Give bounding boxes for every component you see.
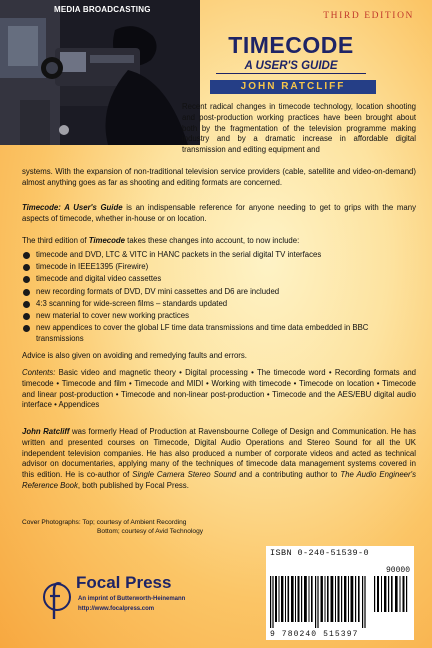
bio-book-1: Single Camera Stereo Sound — [132, 470, 237, 480]
bio-text-1: was formerly Head of Production at Ravensbourne College of Design and Communication. He has written and presented courses on Timecode, Digital Audio Operations and Stereo Sound for all the UK independent television companies. He has also produced a number of corporate videos and acted as technical advisor on documentaries, applying many of the techniques of timecode data management systems covered in this edition. He is co-author of — [22, 427, 416, 480]
list-item — [22, 299, 416, 310]
barcode-bars — [270, 576, 368, 628]
cover-photo — [0, 0, 200, 145]
list-item-text: timecode and digital video cassettes — [36, 274, 162, 284]
contents-label: Contents: — [22, 368, 56, 377]
isbn-number: ISBN 0-240-51539-0 — [270, 548, 370, 558]
bio-name: John Ratcliff — [22, 427, 70, 436]
list-item — [22, 250, 416, 261]
bullet-icon — [23, 313, 30, 320]
advice-paragraph: Advice is also given on avoiding and remedying faults and errors. — [22, 351, 247, 360]
bullet-icon — [23, 301, 30, 308]
bullet-icon — [23, 276, 30, 283]
third-edition-before: The third edition of — [22, 236, 89, 245]
book-title: TIMECODE — [228, 32, 354, 58]
list-item-text: new material to cover new working practices — [36, 310, 189, 320]
publisher-name: Focal Press — [76, 573, 172, 592]
bullet-icon — [23, 264, 30, 271]
publisher-imprint: An imprint of Butterworth-Heinemann — [78, 596, 186, 602]
list-item-text: new appendices to cover the global LF time data transmissions and time data embedded in BBC transmissions — [36, 323, 369, 343]
contents-text: Basic video and magnetic theory • Digital processing • The timecode word • Recording formats and timecode • Timecode and film • Timecode and MIDI • Working with timecode • Timecode on location • Timecode and linear post-production • Timecode and non-linear post-production • Timecode and the AES/EBU digital audio interface • Appendices — [22, 368, 416, 410]
list-item — [22, 323, 416, 345]
bio-text-3: , both published by Focal Press. — [77, 480, 189, 490]
credits-line-1: Cover Photographs: Top; courtesy of Ambient Recording — [22, 519, 187, 526]
photo-credits — [22, 518, 416, 536]
contents-paragraph — [22, 368, 416, 411]
price-barcode-bars — [374, 576, 410, 612]
list-item-text: 4:3 scanning for wide-screen films – standards updated — [36, 298, 228, 308]
author-bio — [22, 427, 416, 492]
photo-label: MEDIA BROADCASTING — [54, 5, 151, 14]
price-code: 90000 — [385, 566, 410, 575]
intro-paragraph-bottom: systems. With the expansion of non-traditional television service providers (cable, satellite and video-on-demand) almost anything goes as far as shooting and editing formats are concerned. — [22, 167, 416, 187]
list-item — [22, 262, 416, 273]
third-edition-book: Timecode — [88, 236, 126, 245]
edition-label: THIRD EDITION — [323, 11, 414, 21]
third-edition-after: takes these changes into account, to now include: — [125, 236, 300, 245]
bio-book-2: The Audio Engineer's Reference Book — [22, 470, 417, 490]
bullet-icon — [23, 325, 30, 332]
bullet-icon — [23, 252, 30, 259]
credits-line-2: Bottom; courtesy of Avid Technology — [97, 528, 204, 535]
feature-list — [22, 250, 416, 346]
list-item — [22, 311, 416, 322]
list-item-text: new recording formats of DVD, DV mini cassettes and D6 are included — [36, 286, 280, 296]
author-band: JOHN RATCLIFF — [210, 80, 376, 94]
barcode — [266, 546, 414, 640]
ean-number: 9 780240 515397 — [270, 630, 359, 639]
third-edition-paragraph — [22, 236, 416, 247]
intro-paragraph-top: Recent radical changes in timecode technology, location shooting and post-production working practices have been brought about both by the fragmentation of the television programme making industry and by a dramatic increase in affordable digital transmission and editing equipment and — [182, 102, 416, 155]
reference-book-title: Timecode: A User's Guide — [22, 203, 123, 212]
book-subtitle: A USER'S GUIDE — [216, 60, 366, 74]
camera-operator-photo — [0, 0, 200, 145]
reference-text: is an indispensable reference for anyone needing to get to grips with the many aspects of timecode, whether in-house or on location. — [22, 203, 416, 223]
bullet-icon — [23, 289, 30, 296]
list-item-text: timecode in IEEE1395 (Firewire) — [36, 262, 149, 272]
list-item — [22, 274, 416, 285]
list-item — [22, 287, 416, 298]
reference-paragraph — [22, 203, 416, 225]
list-item-text: timecode and DVD, LTC & VITC in HANC packets in the serial digital TV interfaces — [36, 250, 322, 259]
publisher-url: http://www.focalpress.com — [78, 606, 155, 612]
bio-text-2: and a contributing author to — [236, 470, 341, 480]
focal-press-logo-icon — [42, 568, 72, 626]
